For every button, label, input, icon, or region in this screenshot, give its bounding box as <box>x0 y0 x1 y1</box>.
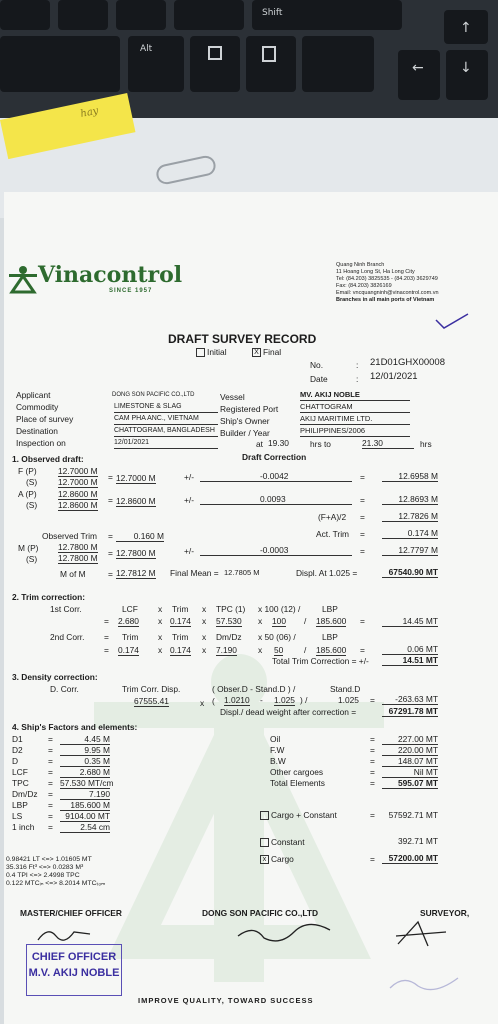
trim-r4e: 185.600 <box>316 645 347 655</box>
element-eq: = <box>370 778 375 788</box>
cargo-constant-value: 57592.71 MT <box>388 810 438 820</box>
total-trim-value: 14.51 MT <box>382 655 438 666</box>
menu-key <box>246 36 296 92</box>
mofm-eq: = <box>108 569 113 579</box>
paren-close: ) / <box>300 695 308 705</box>
no-colon: : <box>356 360 359 370</box>
factor-key: TPC <box>12 778 29 788</box>
a-mean: 12.8600 M <box>116 496 156 506</box>
cargo-row <box>260 854 294 864</box>
m-mean: 12.7800 M <box>116 548 156 558</box>
observed-heading: 1. Observed draft: <box>12 454 84 464</box>
ms-label: (S) <box>26 554 38 564</box>
density-result: -263.63 MT <box>382 694 438 705</box>
factor-eq: = <box>48 789 53 799</box>
fp-value: 12.7000 M <box>58 466 98 476</box>
arrow-left-icon: ← <box>412 60 424 76</box>
trim-r4f: 0.06 MT <box>382 644 438 655</box>
conversion-line: 0.4 TPI <=> 2.4998 TPC <box>6 872 80 879</box>
obs-trim-eq: = <box>108 531 113 541</box>
sticky-note-text: hay <box>79 105 100 120</box>
fa2-label: (F+A)/2 <box>318 512 347 522</box>
first-corr-label: 1st Corr. <box>50 604 82 614</box>
windows-icon <box>208 46 222 60</box>
trim-r4c: 7.190 <box>216 645 237 655</box>
factor-eq: = <box>48 800 53 810</box>
branches-note: Branches in all main ports of Vietnam <box>336 297 435 303</box>
paren-open: ( <box>212 696 215 706</box>
eq-r3: = <box>104 632 109 642</box>
initial-label: Initial <box>207 347 227 357</box>
mofm-label: M of M <box>60 569 86 579</box>
final-box-icon: X <box>252 348 261 357</box>
commodity-label: Commodity <box>16 402 59 412</box>
ap-value: 12.8600 M <box>58 489 98 499</box>
date-value: 12/01/2021 <box>370 371 418 382</box>
vessel-label: Vessel <box>220 392 245 402</box>
trim-r3a: Trim <box>122 632 139 642</box>
act-trim-value: 0.174 M <box>382 528 438 539</box>
final-checkbox <box>252 347 281 357</box>
density-formula: ( Obser.D - Stand.D ) / <box>212 684 296 694</box>
no-label: No. <box>310 360 324 370</box>
trim-r2e: 185.600 <box>316 616 347 626</box>
key-5 <box>0 36 120 92</box>
destination-value: CHATTOGRAM, BANGLADESH <box>114 426 218 437</box>
at-label: at <box>256 439 263 449</box>
constant-value: 392.71 MT <box>397 836 438 846</box>
stand-d-label: Stand.D <box>330 684 361 694</box>
constant-box-icon <box>260 838 269 847</box>
place-value: CAM PHA ANC., VIETNAM <box>114 414 218 425</box>
fs-label: (S) <box>26 477 38 487</box>
constant-label: Constant <box>271 837 305 847</box>
slash-1: / <box>304 616 307 626</box>
factor-value: 2.680 M <box>60 767 110 778</box>
eq-r2: = <box>104 616 109 626</box>
record-title: DRAFT SURVEY RECORD <box>168 332 317 346</box>
trim-r3d: x 50 (06) / <box>258 632 296 642</box>
company-signature-icon <box>234 922 334 946</box>
arrow-left-key <box>398 50 440 100</box>
cargo-value: 57200.00 MT <box>382 853 438 864</box>
cargo-constant-row <box>260 810 337 820</box>
factor-key: LBP <box>12 800 28 810</box>
x-11: x <box>200 698 205 708</box>
factor-key: Dm/Dz <box>12 789 38 799</box>
trim-r2d: 100 <box>272 616 286 626</box>
dcorr-label: D. Corr. <box>50 684 79 694</box>
branch-name: Quang Ninh Branch <box>336 262 385 268</box>
cargo-eq: = <box>370 854 375 864</box>
element-key: Oil <box>270 734 281 744</box>
m-correction: -0.0003 <box>200 545 352 556</box>
owner-label: Ship's Owner <box>220 416 270 426</box>
master-label: MASTER/CHIEF OFFICER <box>20 908 122 918</box>
factor-key: D2 <box>12 745 23 755</box>
f-mean: 12.7000 M <box>116 473 156 483</box>
factor-eq: = <box>48 745 53 755</box>
company-name: Vinacontrol <box>38 262 183 288</box>
trim-heading: 2. Trim correction: <box>12 592 86 602</box>
builder-label: Builder / Year <box>220 428 270 438</box>
windows-key <box>190 36 240 92</box>
m-eq2: = <box>360 546 365 556</box>
element-value: Nil MT <box>382 767 438 778</box>
initial-box-icon <box>196 348 205 357</box>
vessel-value: MV. AKIJ NOBLE <box>300 390 410 401</box>
displ-after-label: Displ./ dead weight after correction = <box>220 707 357 717</box>
trim-r4a: 0.174 <box>118 645 139 655</box>
x-4: x <box>202 616 207 626</box>
factor-value: 7.190 <box>60 789 110 800</box>
factor-eq: = <box>48 811 53 821</box>
obs-d-value: 1.0210 <box>224 695 250 705</box>
arrow-up-icon: ↑ <box>460 20 472 36</box>
element-value: 148.07 MT <box>382 756 438 767</box>
trim-r3e: LBP <box>322 632 338 642</box>
inspection-label: Inspection on <box>16 438 66 448</box>
fp-label: F (P) <box>18 466 37 476</box>
factor-value: 185.600 M <box>60 800 110 811</box>
a-correction: 0.0093 <box>200 494 352 505</box>
hrs-label: hrs <box>420 439 432 449</box>
conversion-line: 35.316 Ft³ <=> 0.0283 M³ <box>6 864 84 871</box>
displ-label: Displ. At 1.025 = <box>296 568 358 578</box>
company-signature-label: DONG SON PACIFIC CO.,LTD <box>202 908 319 918</box>
element-key: F.W <box>270 745 285 755</box>
draft-correction-heading: Draft Correction <box>242 452 307 462</box>
surveyor-signature-icon <box>392 918 452 950</box>
trim-r1b: Trim <box>172 604 189 614</box>
a-eq: = <box>108 495 113 505</box>
trim-r2f: 14.45 MT <box>382 616 438 627</box>
trim-r4b: 0.174 <box>170 645 191 655</box>
x-7: x <box>202 632 207 642</box>
factor-eq: = <box>48 756 53 766</box>
factor-value: 57.530 MT/cm <box>60 778 114 788</box>
element-key: Total Elements <box>270 778 325 788</box>
f-eq2: = <box>360 472 365 482</box>
stamp-line-2: M.V. AKIJ NOBLE <box>28 967 120 979</box>
to-value: 21.30 <box>362 438 414 449</box>
eq-r4b: = <box>360 645 365 655</box>
x-1: x <box>158 604 163 614</box>
displ-value: 67540.90 MT <box>382 567 438 578</box>
branch-email: Email: vncquangninh@vinacontrol.com.vn <box>336 290 439 296</box>
factor-value: 9.95 M <box>60 745 110 756</box>
fs-value: 12.7000 M <box>58 477 98 487</box>
observed-trim-label: Observed Trim <box>42 531 97 541</box>
eq-r2b: = <box>360 616 365 626</box>
factor-eq: = <box>48 767 53 777</box>
fa2-value: 12.7826 M <box>382 511 438 522</box>
density-eq: = <box>370 695 375 705</box>
mofm-value: 12.7812 M <box>116 568 156 578</box>
key-4 <box>174 0 244 30</box>
m-eq: = <box>108 548 113 558</box>
menu-icon <box>262 46 276 62</box>
shift-key <box>252 0 402 30</box>
conversion-line: 0.122 MTCᵢₙ <=> 8.2014 MTCₜₒₘ <box>6 880 106 887</box>
factor-key: LCF <box>12 767 28 777</box>
std-d-value: 1.025 <box>274 695 295 705</box>
final-label: Final <box>263 347 282 357</box>
destination-label: Destination <box>16 426 58 436</box>
f-result: 12.6958 M <box>382 471 438 482</box>
factor-value: 2.54 cm <box>60 822 110 833</box>
as-value: 12.8600 M <box>58 500 98 510</box>
arrow-down-key <box>446 50 488 100</box>
cargo-box-icon: x <box>260 855 269 864</box>
trim-r2c: 57.530 <box>216 616 242 626</box>
m-result: 12.7797 M <box>382 545 438 556</box>
element-value: 227.00 MT <box>382 734 438 745</box>
f-correction: -0.0042 <box>200 471 352 482</box>
vinacontrol-logo-icon <box>8 264 38 294</box>
key-3 <box>116 0 166 30</box>
element-value: 220.00 MT <box>382 745 438 756</box>
trim-r3b: Trim <box>172 632 189 642</box>
constant-row <box>260 837 305 847</box>
place-label: Place of survey <box>16 414 74 424</box>
f-eq: = <box>108 472 113 482</box>
surveyor-stamp-icon <box>384 968 464 1002</box>
ap-label: A (P) <box>18 489 37 499</box>
factor-key: D1 <box>12 734 23 744</box>
conversion-line: 0.98421 LT <=> 1.01605 MT <box>6 856 92 863</box>
factor-key: LS <box>12 811 23 821</box>
element-value: 595.07 MT <box>382 778 438 789</box>
mp-value: 12.7800 M <box>58 542 98 552</box>
fa2-eq: = <box>360 512 365 522</box>
x-9: x <box>202 645 207 655</box>
branch-tel: Tel: (84.203) 3825535 - (84.203) 3629749 <box>336 276 438 282</box>
builder-value: PHILIPPINES/2006 <box>300 426 410 437</box>
factor-value: 4.45 M <box>60 734 110 745</box>
act-trim-eq: = <box>360 529 365 539</box>
factor-key: 1 inch <box>12 822 35 832</box>
element-eq: = <box>370 745 375 755</box>
draft-survey-document <box>4 192 498 1024</box>
trim-r1d: x 100 (12) / <box>258 604 301 614</box>
trim-r1c: TPC (1) <box>216 604 246 614</box>
branch-fax: Fax: (84.203) 3826169 <box>336 283 392 289</box>
cargo-constant-label: Cargo + Constant <box>271 810 337 820</box>
alt-key <box>128 36 184 92</box>
a-result: 12.8693 M <box>382 494 438 505</box>
tcd-label: Trim Corr. Disp. <box>122 684 181 694</box>
inspection-value: 12/01/2021 <box>114 438 218 449</box>
trim-r1a: LCF <box>122 604 138 614</box>
at-value: 19.30 <box>268 438 289 448</box>
factor-eq: = <box>48 822 53 832</box>
observed-trim-value: 0.160 M <box>116 531 164 542</box>
final-mean-value: 12.7805 M <box>224 568 260 577</box>
shift-label: Shift <box>262 8 283 18</box>
checkmark-icon <box>434 312 470 330</box>
trim-r3c: Dm/Dz <box>216 632 242 642</box>
factor-key: D <box>12 756 19 766</box>
displ-after-value: 67291.78 MT <box>382 706 438 717</box>
commodity-value: LIMESTONE & SLAG <box>114 402 218 413</box>
x-8: x <box>158 645 163 655</box>
registered-port-label: Registered Port <box>220 404 279 414</box>
branch-address: 11 Hoang Long St, Ha Long City <box>336 269 415 275</box>
key-2 <box>58 0 108 30</box>
eq-r4: = <box>104 645 109 655</box>
trim-r4d: 50 <box>274 645 284 655</box>
alt-label: Alt <box>140 44 153 54</box>
density-heading: 3. Density correction: <box>12 672 98 682</box>
date-colon: : <box>356 374 359 384</box>
company-since: SINCE 1957 <box>109 288 153 294</box>
second-corr-label: 2nd Corr. <box>50 632 85 642</box>
initial-checkbox <box>196 347 227 357</box>
applicant-label: Applicant <box>16 390 51 400</box>
tcd-value: 67555.41 <box>134 696 169 706</box>
ms-value: 12.7800 M <box>58 553 98 563</box>
m-plusminus: +/- <box>184 546 195 556</box>
chief-officer-stamp <box>26 944 122 996</box>
element-eq: = <box>370 756 375 766</box>
x-10: x <box>258 645 263 655</box>
date-label: Date <box>310 374 328 384</box>
factor-eq: = <box>48 778 53 788</box>
factors-heading: 4. Ship's Factors and elements: <box>12 722 138 732</box>
f-plusminus: +/- <box>184 472 195 482</box>
applicant-value: DONG SON PACIFIC CO.,LTD <box>112 392 195 398</box>
trim-r2b: 0.174 <box>170 616 191 626</box>
cargo-label: Cargo <box>271 854 294 864</box>
factor-value: 9104.00 MT <box>60 811 110 822</box>
total-trim-label: Total Trim Correction = +/- <box>272 656 369 666</box>
hrs-to-label: hrs to <box>310 439 331 449</box>
act-trim-label: Act. Trim <box>316 529 350 539</box>
a-eq2: = <box>360 495 365 505</box>
arrow-down-icon: ↓ <box>460 60 472 76</box>
factor-eq: = <box>48 734 53 744</box>
final-mean-label: Final Mean = <box>170 568 219 578</box>
a-plusminus: +/- <box>184 495 195 505</box>
owner-value: AKIJ MARITIME LTD. <box>300 414 410 425</box>
x-3: x <box>158 616 163 626</box>
no-value: 21D01GHX00008 <box>370 357 445 368</box>
element-key: Other cargoes <box>270 767 324 777</box>
slogan: IMPROVE QUALITY, TOWARD SUCCESS <box>138 996 314 1005</box>
cc-eq: = <box>370 810 375 820</box>
registered-port-value: CHATTOGRAM <box>300 402 410 413</box>
ctrl-key <box>302 36 374 92</box>
element-eq: = <box>370 734 375 744</box>
x-2: x <box>202 604 207 614</box>
surveyor-label: SURVEYOR, <box>420 908 470 918</box>
as-label: (S) <box>26 500 38 510</box>
key-1 <box>0 0 50 30</box>
master-signature-icon <box>34 922 94 946</box>
cargo-constant-box-icon <box>260 811 269 820</box>
factor-value: 0.35 M <box>60 756 110 767</box>
trim-r2a: 2.680 <box>118 616 139 626</box>
stamp-line-1: CHIEF OFFICER <box>31 951 117 963</box>
element-eq: = <box>370 767 375 777</box>
minus-1: - <box>260 695 263 705</box>
mp-label: M (P) <box>18 543 39 553</box>
slash-2: / <box>304 645 307 655</box>
x-5: x <box>258 616 263 626</box>
std-d-value-2: 1.025 <box>338 695 359 705</box>
trim-r1e: LBP <box>322 604 338 614</box>
arrow-up-key <box>444 10 488 44</box>
x-6: x <box>158 632 163 642</box>
element-key: B.W <box>270 756 286 766</box>
